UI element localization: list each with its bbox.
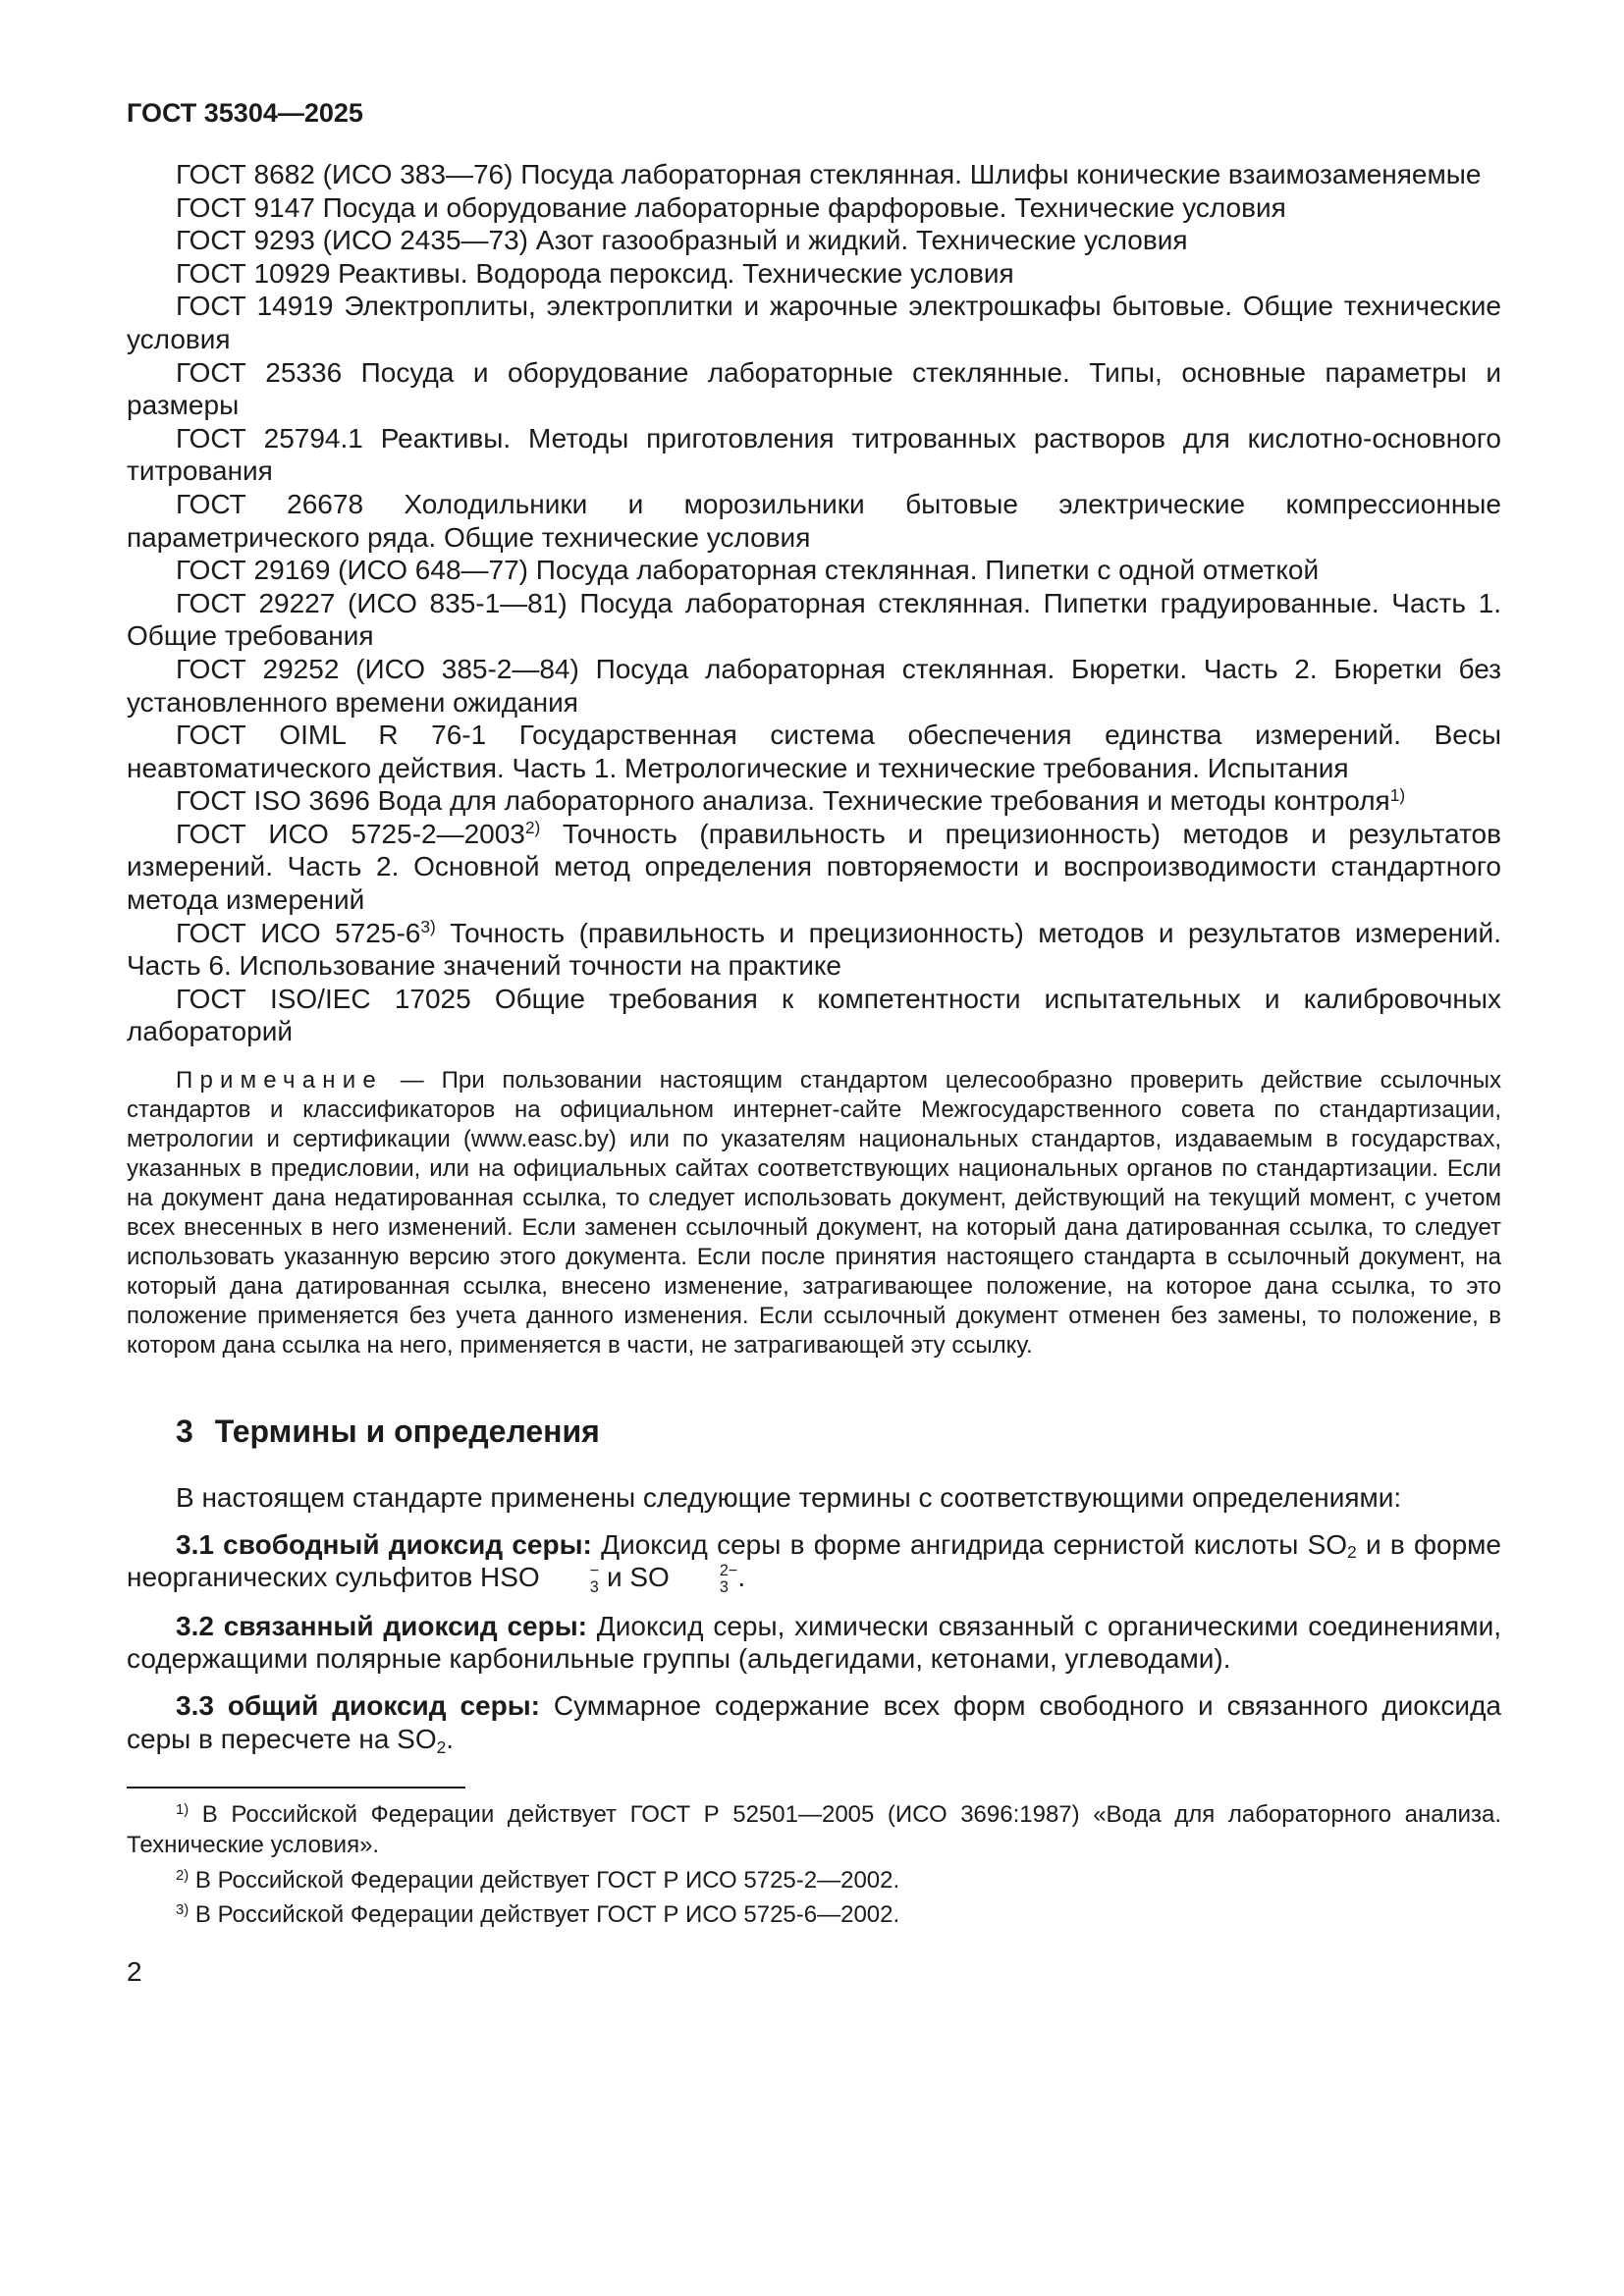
term-text: и в форме неорганических сульфитов HSO — [127, 1528, 1502, 1593]
footnote-2 — [127, 1866, 1501, 1896]
footnote-3 — [127, 1900, 1501, 1931]
page-number: 2 — [127, 1956, 142, 1988]
reference-item — [127, 719, 1501, 784]
reference-text: ГОСТ 10929 Реактивы. Водорода пероксид. Технические условия — [176, 257, 1014, 289]
reference-item — [127, 917, 1501, 983]
reference-text: ГОСТ 29252 (ИСО 385-2—84) Посуда лабораторная стеклянная. Бюретки. Часть 2. Бюретки без установленного времени ожидания — [127, 653, 1501, 718]
footnote-text: В Российской Федерации действует ГОСТ Р 52501—2005 (ИСО 3696:1987) «Вода для лабораторного анализа. Технические условия». — [127, 1801, 1501, 1858]
note-paragraph — [127, 1066, 1501, 1361]
reference-text: ГОСТ 25794.1 Реактивы. Методы приготовления титрованных растворов для кислотно-основного титрования — [127, 422, 1501, 487]
note-label: Примечание — [176, 1067, 383, 1095]
reference-item — [127, 983, 1501, 1048]
reference-item — [127, 158, 1501, 191]
section-heading — [127, 1414, 1501, 1450]
reference-text: ГОСТ 29227 (ИСО 835-1—81) Посуда лабораторная стеклянная. Пипетки градуированные. Часть 1. Общие требования — [127, 587, 1501, 652]
footnote-marker: 2) — [524, 818, 541, 838]
footnote-marker: 2) — [176, 1867, 189, 1884]
reference-text: Точность (правильность и прецизионность) методов и результатов измерений. Часть 2. Основной метод определения повторяемости и воспроизводимости стандартного метода измерений — [127, 818, 1501, 916]
reference-text: Точность (правильность и прецизионность) методов и результатов измерений. Часть 6. Использование значений точности на практике — [127, 917, 1501, 982]
reference-item — [127, 784, 1501, 818]
footnote-text: В Российской Федерации действует ГОСТ Р ИСО 5725-6—2002. — [189, 1901, 900, 1929]
reference-text: ГОСТ 9147 Посуда и оборудование лабораторные фарфоровые. Технические условия — [176, 191, 1286, 223]
reference-text: ГОСТ ИСО 5725-6 — [176, 917, 421, 948]
chem-subscript: 3 — [719, 1577, 729, 1596]
term-text: Суммарное содержание всех форм свободного и связанного диоксида серы в пересчете на SO — [127, 1690, 1501, 1754]
reference-item — [127, 290, 1501, 355]
reference-text: ГОСТ 29169 (ИСО 648—77) Посуда лабораторная стеклянная. Пипетки с одной отметкой — [176, 555, 1320, 586]
footnote-1 — [127, 1800, 1501, 1860]
reference-item — [127, 224, 1501, 257]
term-text: Диоксид серы в форме ангидрида сернистой кислоты SO — [591, 1528, 1348, 1560]
footnote-marker: 1) — [1389, 784, 1406, 805]
chem-formula-so3 — [671, 1563, 738, 1596]
reference-text: ГОСТ 8682 (ИСО 383—76) Посуда лабораторная стеклянная. Шлифы конические взаимозаменяемые — [176, 159, 1482, 189]
footnote-marker: 3) — [420, 917, 436, 937]
footnote-text: В Российской Федерации действует ГОСТ Р ИСО 5725-2—2002. — [189, 1866, 900, 1894]
reference-text: ГОСТ 26678 Холодильники и морозильники бытовые электрические компрессионные параметрического ряда. Общие технические условия — [127, 488, 1501, 553]
reference-item — [127, 587, 1501, 653]
standard-designation: ГОСТ 35304—2025 — [127, 98, 363, 128]
term-text: . — [446, 1723, 455, 1754]
reference-item — [127, 422, 1501, 488]
term-definition-3-3 — [127, 1689, 1501, 1755]
reference-item — [127, 257, 1501, 291]
chem-superscript: 2− — [719, 1561, 738, 1579]
footnote-marker: 1) — [176, 1802, 189, 1819]
reference-item — [127, 653, 1501, 719]
reference-text: ГОСТ ISO/IEC 17025 Общие требования к компетентности испытательных и калибровочных лабораторий — [127, 983, 1501, 1047]
footnote-marker: 3) — [176, 1902, 189, 1919]
reference-text: ГОСТ 9293 (ИСО 2435—73) Азот газообразный и жидкий. Технические условия — [176, 225, 1188, 256]
reference-text: ГОСТ 14919 Электроплиты, электроплитки и жарочные электрошкафы бытовые. Общие технические условия — [127, 291, 1501, 354]
term-text: . — [737, 1562, 746, 1593]
reference-item — [127, 191, 1501, 225]
term-label: 3.1 свободный диоксид серы: — [176, 1528, 592, 1560]
references-section — [127, 158, 1501, 1048]
term-text: и SO — [599, 1562, 670, 1593]
term-definition-3-1 — [127, 1528, 1501, 1596]
term-text: Диоксид серы, химически связанный с органическими соединениями, содержащими полярные карбонильные группы (альдегидами, кетонами, углеводами). — [127, 1610, 1501, 1675]
chem-formula-hso3 — [541, 1563, 599, 1596]
reference-text: ГОСТ 25336 Посуда и оборудование лабораторные стеклянные. Типы, основные параметры и размеры — [127, 356, 1501, 421]
footnotes-section — [127, 1787, 1501, 1931]
reference-item — [127, 554, 1501, 587]
reference-item — [127, 818, 1501, 917]
reference-text: ГОСТ ISO 3696 Вода для лабораторного анализа. Технические требования и методы контроля — [176, 785, 1390, 817]
chem-superscript: − — [589, 1561, 600, 1579]
chem-subscript: 2 — [436, 1736, 447, 1757]
reference-text: ГОСТ OIML R 76-1 Государственная система обеспечения единства измерений. Весы неавтоматического действия. Часть 1. Метрологические и технические требования. Испытания — [127, 720, 1501, 783]
reference-text: ГОСТ ИСО 5725-2—2003 — [176, 818, 525, 849]
terms-intro: В настоящем стандарте применены следующие термины с соответствующими определениями: — [176, 1482, 1402, 1514]
term-label: 3.2 связанный диоксид серы: — [176, 1610, 587, 1641]
chem-subscript: 2 — [1347, 1542, 1357, 1563]
reference-item — [127, 488, 1501, 554]
chem-subscript: 3 — [589, 1577, 599, 1596]
term-label: 3.3 общий диоксид серы: — [176, 1690, 540, 1722]
section-number: 3 — [176, 1414, 193, 1450]
document-header — [127, 98, 1501, 129]
reference-item — [127, 356, 1501, 422]
note-text: — При пользовании настоящим стандартом целесообразно проверить действие ссылочных стандартов и классификаторов на официальном интернет-сайте Межгосударственного совета по стандартизации, метрологии и сертификации (www.easc.by) или по указателям национальных стандартов, издаваемым в государствах, указанных в предисловии, или на официальных сайтах соответствующих национальных органов по стандартизации. Если на документ дана недатированная ссылка, то следует использовать документ, действующий на текущий момент, с учетом всех внесенных в него изменений. Если заменен ссылочный документ, на который дана датированная ссылка, то следует использовать указанную версию этого документа. Если после принятия настоящего стандарта в ссылочный документ, на который дана датированная ссылка, внесено изменение, затрагивающее положение, на которое дана ссылка, то это положение применяется без учета данного изменения. Если ссылочный документ отменен без замены, то положение, в котором дана ссылка на него, применяется в части, не затрагивающей эту ссылку. — [127, 1067, 1501, 1360]
term-definition-3-2 — [127, 1610, 1501, 1676]
section-title: Термины и определения — [214, 1414, 600, 1450]
footnote-separator — [127, 1787, 465, 1789]
